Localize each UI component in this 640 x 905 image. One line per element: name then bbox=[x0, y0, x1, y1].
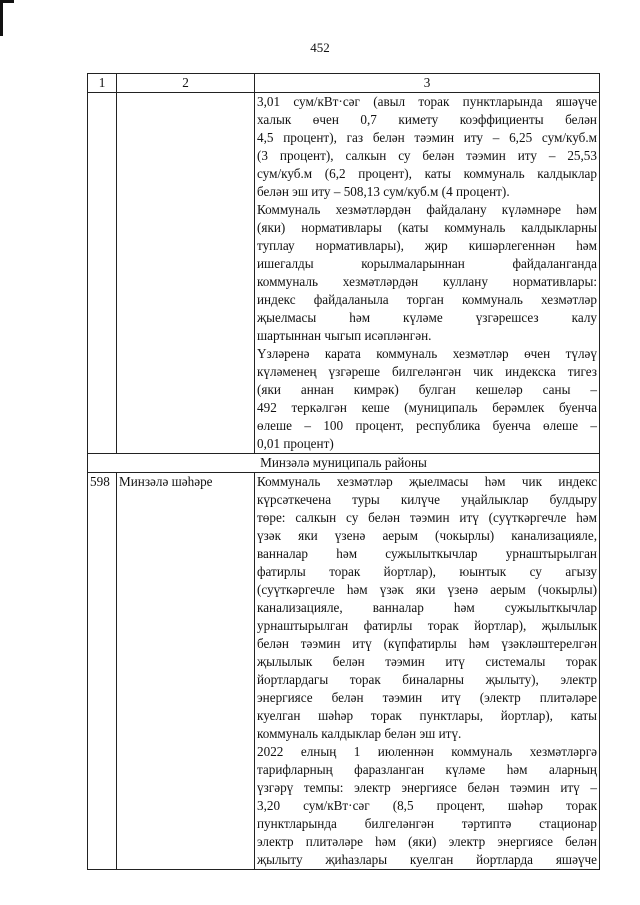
region-heading: Минзәлә муниципаль районы bbox=[88, 454, 600, 473]
text-line: өлеше – 100 процент, республика буенча өлеше – bbox=[257, 418, 597, 433]
text-line: куелган шәһәр торак пунктлары, йортлар), каты bbox=[257, 708, 597, 723]
row-name-cell-empty bbox=[117, 93, 255, 454]
table-row-continued bbox=[88, 93, 600, 454]
text-line: (3 процент), салкын су белән тәэмин иту – 25,53 bbox=[257, 148, 597, 163]
text-line: урнаштырылган фатирлы торак йортлар), җылылык bbox=[257, 618, 597, 633]
text-line: энергиясе белән тәэмин итү (электр плитәләре bbox=[257, 690, 597, 705]
text-line: туплау нормативлары), җир кишәрлегеннән һәм bbox=[257, 238, 597, 253]
text-line: фатирлы торак йортлар), юынтык су агызу bbox=[257, 564, 597, 579]
text-line: җылылык белән тәэмин итү системалы торак bbox=[257, 654, 597, 669]
text-line: коммуналь хезмәтләрдән куллану нормативлары: bbox=[257, 274, 597, 289]
column-header-3: 3 bbox=[255, 74, 600, 93]
text-line: үзәк яки үзенә аерым (чокырлы) канализацияле, bbox=[257, 528, 597, 543]
column-header-1: 1 bbox=[88, 74, 117, 93]
text-line: канализацияле, ванналар һәм сужылыткычлар bbox=[257, 600, 597, 615]
text-line: тарифларның фаразланган күләме һәм аларның bbox=[257, 762, 597, 777]
text-line: күрсәткечена туры килүче уңайлыклар булдыру bbox=[257, 492, 597, 507]
text-line: 0,01 процент) bbox=[257, 436, 334, 451]
description-paragraph bbox=[257, 743, 597, 869]
region-heading-row bbox=[88, 454, 600, 473]
text-line: төре: салкын су белән тәэмин итү (суүткәргечле һәм bbox=[257, 510, 597, 525]
description-cell bbox=[255, 93, 600, 454]
settlement-name: Минзәлә шәһәре bbox=[117, 473, 255, 870]
text-line: үзгәрү темпы: электр энергиясе белән тәэмин итү – bbox=[257, 780, 597, 795]
text-line: 3,20 сум/кВт·сәг (8,5 процент, шәһәр торак bbox=[257, 798, 597, 813]
text-line: электр плитәләре һәм (яки) электр энергиясе белән bbox=[257, 834, 597, 849]
text-line: коммуналь калдыклар белән эш итү. bbox=[257, 726, 462, 741]
text-line: белән тәэмин итү (күпфатирлы һәм үзәкләштерелгән bbox=[257, 636, 597, 651]
corner-crop-mark bbox=[0, 0, 14, 36]
description-paragraph bbox=[257, 201, 597, 345]
text-line: (яки) нормативлары (каты коммуналь калдыкларны bbox=[257, 220, 597, 235]
text-line: Коммуналь хезмәтләрдән файдалану күләмнәре һәм bbox=[257, 202, 597, 217]
text-line: Үзләренә карата коммуналь хезмәтләр өчен түләү bbox=[257, 346, 597, 361]
description-paragraph bbox=[257, 93, 597, 201]
description-cell bbox=[255, 473, 600, 870]
text-line: белән эш иту – 508,13 сум/куб.м (4 процент). bbox=[257, 184, 510, 199]
text-line: (яки аннан кимрәк) булган кешеләр саны – bbox=[257, 382, 597, 397]
text-line: халык өчен 0,7 кимету коэффициенты белән bbox=[257, 112, 597, 127]
row-number-cell-empty bbox=[88, 93, 117, 454]
text-line: ванналар һәм сужылыткычлар урнаштырылган bbox=[257, 546, 597, 561]
description-paragraph bbox=[257, 345, 597, 453]
text-line: җылыту җиһазлары куелган йортларда яшәүче bbox=[257, 852, 597, 867]
text-line: ишегалды корылмаларыннан файдаланганда bbox=[257, 256, 597, 271]
document-table bbox=[87, 73, 600, 870]
row-number: 598 bbox=[88, 473, 117, 870]
text-line: Коммуналь хезмәтләр җыелмасы һәм чик индекс bbox=[257, 474, 597, 489]
text-line: җыелмасы һәм күләме үзгәрешсез калу bbox=[257, 310, 597, 325]
text-line: йортлардагы торак биналарны җылыту), электр bbox=[257, 672, 597, 687]
text-line: (суүткәргечле һәм үзәк яки үзенә аерым (чокырлы) bbox=[257, 582, 597, 597]
column-header-2: 2 bbox=[117, 74, 255, 93]
text-line: 3,01 сум/кВт·сәг (авыл торак пунктларында яшәүче bbox=[257, 94, 597, 109]
text-line: 492 теркәлгән кеше (муниципаль берәмлек буенча bbox=[257, 400, 597, 415]
text-line: сум/куб.м (6,2 процент), каты коммуналь калдыклар bbox=[257, 166, 597, 181]
table-row-598 bbox=[88, 473, 600, 870]
text-line: шартыннан чыгып исәпләнгән. bbox=[257, 328, 432, 343]
page-number: 452 bbox=[310, 40, 330, 55]
text-line: индекс файдаланыла торган коммуналь хезмәтләр bbox=[257, 292, 597, 307]
text-line: 2022 елның 1 июленнән коммуналь хезмәтләргә bbox=[257, 744, 597, 759]
table-header-row bbox=[88, 74, 600, 93]
description-paragraph bbox=[257, 473, 597, 743]
text-line: пунктларында билгеләнгән тәртиптә стационар bbox=[257, 816, 597, 831]
text-line: күләменең үзгәреше билгеләнгән чик индекска тигез bbox=[257, 364, 597, 379]
text-line: 4,5 процент), газ белән тәэмин иту – 6,25 сум/куб.м bbox=[257, 130, 597, 145]
